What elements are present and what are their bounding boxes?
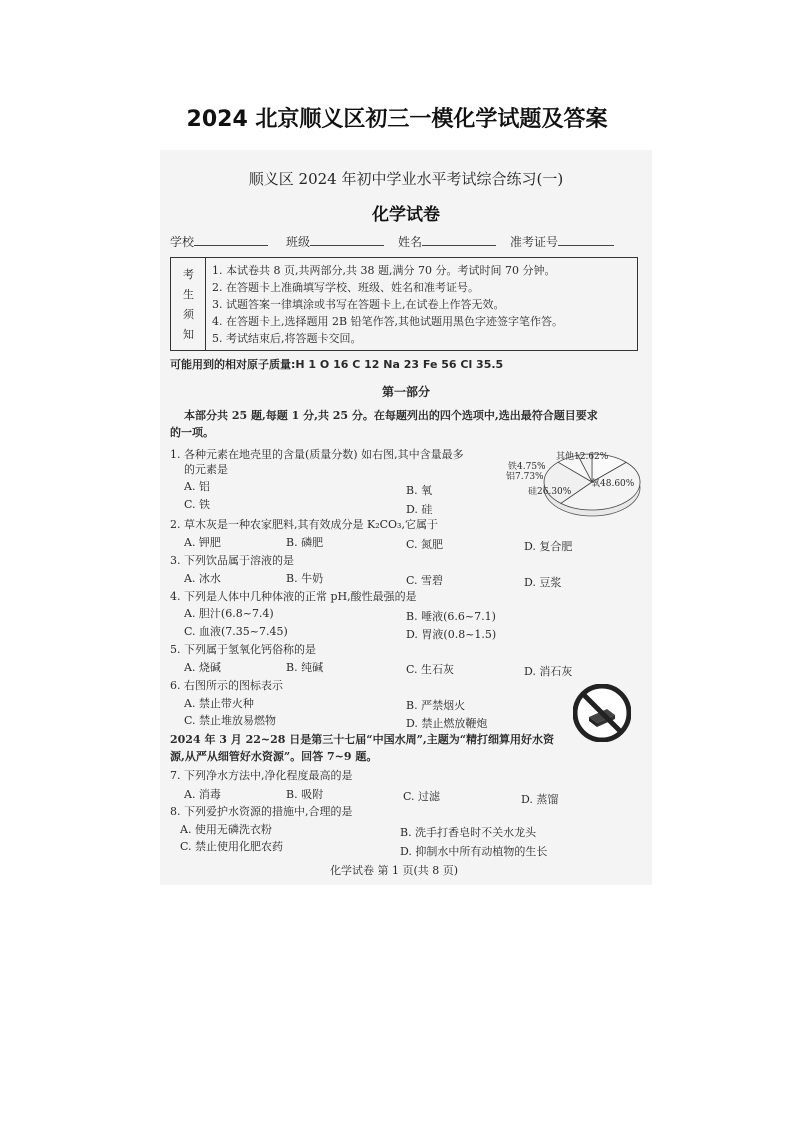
question-7-option-b: B. 吸附 [286, 788, 324, 801]
info-field-name: 姓名 [398, 233, 496, 250]
section-heading: 第一部分 [381, 385, 430, 399]
question-1-option-d: D. 硅 [406, 503, 433, 516]
question-3-option-c: C. 雪碧 [406, 574, 444, 587]
question-7-option-a: A. 消毒 [184, 788, 221, 801]
document-title: 2024 北京顺义区初三一模化学试题及答案 [186, 107, 608, 132]
notice-item: 5. 考试结束后,将答题卡交回。 [212, 332, 362, 345]
instructions-line: 的一项。 [170, 426, 214, 439]
notice-label-char: 须 [183, 308, 194, 321]
info-field-class: 班级 [286, 233, 384, 250]
question-7-stem: 7. 下列净水方法中,净化程度最高的是 [170, 769, 353, 782]
chart-label-aluminum: 铝7.73% [506, 472, 544, 482]
atomic-mass-line: 可能用到的相对原子质量:H 1 O 16 C 12 Na 23 Fe 56 Cl 35.5 [170, 358, 504, 371]
question-2-option-a: A. 钾肥 [184, 536, 221, 549]
no-firecracker-sign-icon [573, 684, 631, 742]
info-field-exam-number: 准考证号 [510, 233, 614, 250]
notice-label-char: 知 [183, 328, 194, 341]
question-2-option-b: B. 磷肥 [286, 536, 324, 549]
question-5-option-d: D. 消石灰 [524, 665, 573, 678]
notice-item: 1. 本试卷共 8 页,共两部分,共 38 题,满分 70 分。考试时间 70 分钟。 [212, 264, 556, 277]
chart-label-silicon: 硅26.30% [528, 487, 572, 497]
question-4-option-a: A. 胆汁(6.8~7.4) [184, 607, 274, 620]
question-8-option-c: C. 禁止使用化肥农药 [180, 840, 284, 853]
notice-label-char: 考 [183, 268, 194, 281]
question-2-option-d: D. 复合肥 [524, 540, 573, 553]
question-6-stem: 6. 右图所示的图标表示 [170, 679, 283, 692]
question-8-option-b: B. 洗手打香皂时不关水龙头 [400, 826, 537, 839]
question-6-option-c: C. 禁止堆放易燃物 [184, 714, 277, 727]
question-7-option-d: D. 蒸馏 [521, 793, 559, 806]
question-6-option-b: B. 严禁烟火 [406, 699, 466, 712]
notice-label-char: 生 [183, 288, 194, 301]
water-week-intro: 2024 年 3 月 22~28 日是第三十七届“中国水周”,主题为“精打细算用好水资 [170, 733, 555, 746]
question-2-stem: 2. 草木灰是一种农家肥料,其有效成分是 K₂CO₃,它属于 [170, 518, 438, 531]
info-field-school: 学校 [170, 233, 268, 250]
chart-label-other: 其他12.62% [556, 452, 609, 462]
question-8-stem: 8. 下列爱护水资源的措施中,合理的是 [170, 805, 353, 818]
question-4-stem: 4. 下列是人体中几种体液的正常 pH,酸性最强的是 [170, 590, 417, 603]
question-8-option-d: D. 抑制水中所有动植物的生长 [400, 845, 548, 858]
question-1-stem: 的元素是 [184, 463, 228, 476]
question-1-option-a: A. 铝 [184, 480, 210, 493]
notice-item: 3. 试题答案一律填涂或书写在答题卡上,在试卷上作答无效。 [212, 298, 505, 311]
page-footer: 化学试卷 第 1 页(共 8 页) [330, 864, 459, 877]
instructions-line: 本部分共 25 题,每题 1 分,共 25 分。在每题列出的四个选项中,选出最符合题目要求 [184, 409, 598, 422]
question-5-option-c: C. 生石灰 [406, 663, 455, 676]
question-7-option-c: C. 过滤 [403, 790, 441, 803]
question-3-option-a: A. 冰水 [184, 572, 221, 585]
question-1-option-b: B. 氧 [406, 484, 433, 497]
notice-item: 4. 在答题卡上,选择题用 2B 铅笔作答,其他试题用黑色字迹签字笔作答。 [212, 315, 564, 328]
question-6-option-a: A. 禁止带火种 [184, 697, 254, 710]
question-2-option-c: C. 氮肥 [406, 538, 444, 551]
question-5-stem: 5. 下列属于氢氧化钙俗称的是 [170, 643, 316, 656]
question-8-option-a: A. 使用无磷洗衣粉 [180, 823, 272, 836]
question-4-option-d: D. 胃液(0.8~1.5) [406, 628, 497, 641]
question-6-option-d: D. 禁止燃放鞭炮 [406, 717, 488, 730]
question-3-option-d: D. 豆浆 [524, 576, 562, 589]
question-3-option-b: B. 牛奶 [286, 572, 324, 585]
question-1-stem: 1. 各种元素在地壳里的含量(质量分数) 如右图,其中含量最多 [170, 448, 464, 461]
question-5-option-a: A. 烧碱 [184, 661, 221, 674]
question-4-option-c: C. 血液(7.35~7.45) [184, 625, 288, 638]
question-4-option-b: B. 唾液(6.6~7.1) [406, 610, 496, 623]
chart-label-oxygen: 氧48.60% [591, 479, 635, 489]
question-3-stem: 3. 下列饮品属于溶液的是 [170, 554, 294, 567]
chart-label-iron: 铁4.75% [508, 462, 546, 472]
water-week-intro: 源,从严从细管好水资源”。回答 7~9 题。 [170, 750, 378, 763]
question-1-option-c: C. 铁 [184, 498, 211, 511]
notice-item: 2. 在答题卡上准确填写学校、班级、姓名和准考证号。 [212, 281, 479, 294]
paper-title: 化学试卷 [372, 205, 440, 225]
question-5-option-b: B. 纯碱 [286, 661, 324, 674]
exam-subtitle: 顺义区 2024 年初中学业水平考试综合练习(一) [248, 170, 564, 188]
notice-label [171, 258, 206, 350]
